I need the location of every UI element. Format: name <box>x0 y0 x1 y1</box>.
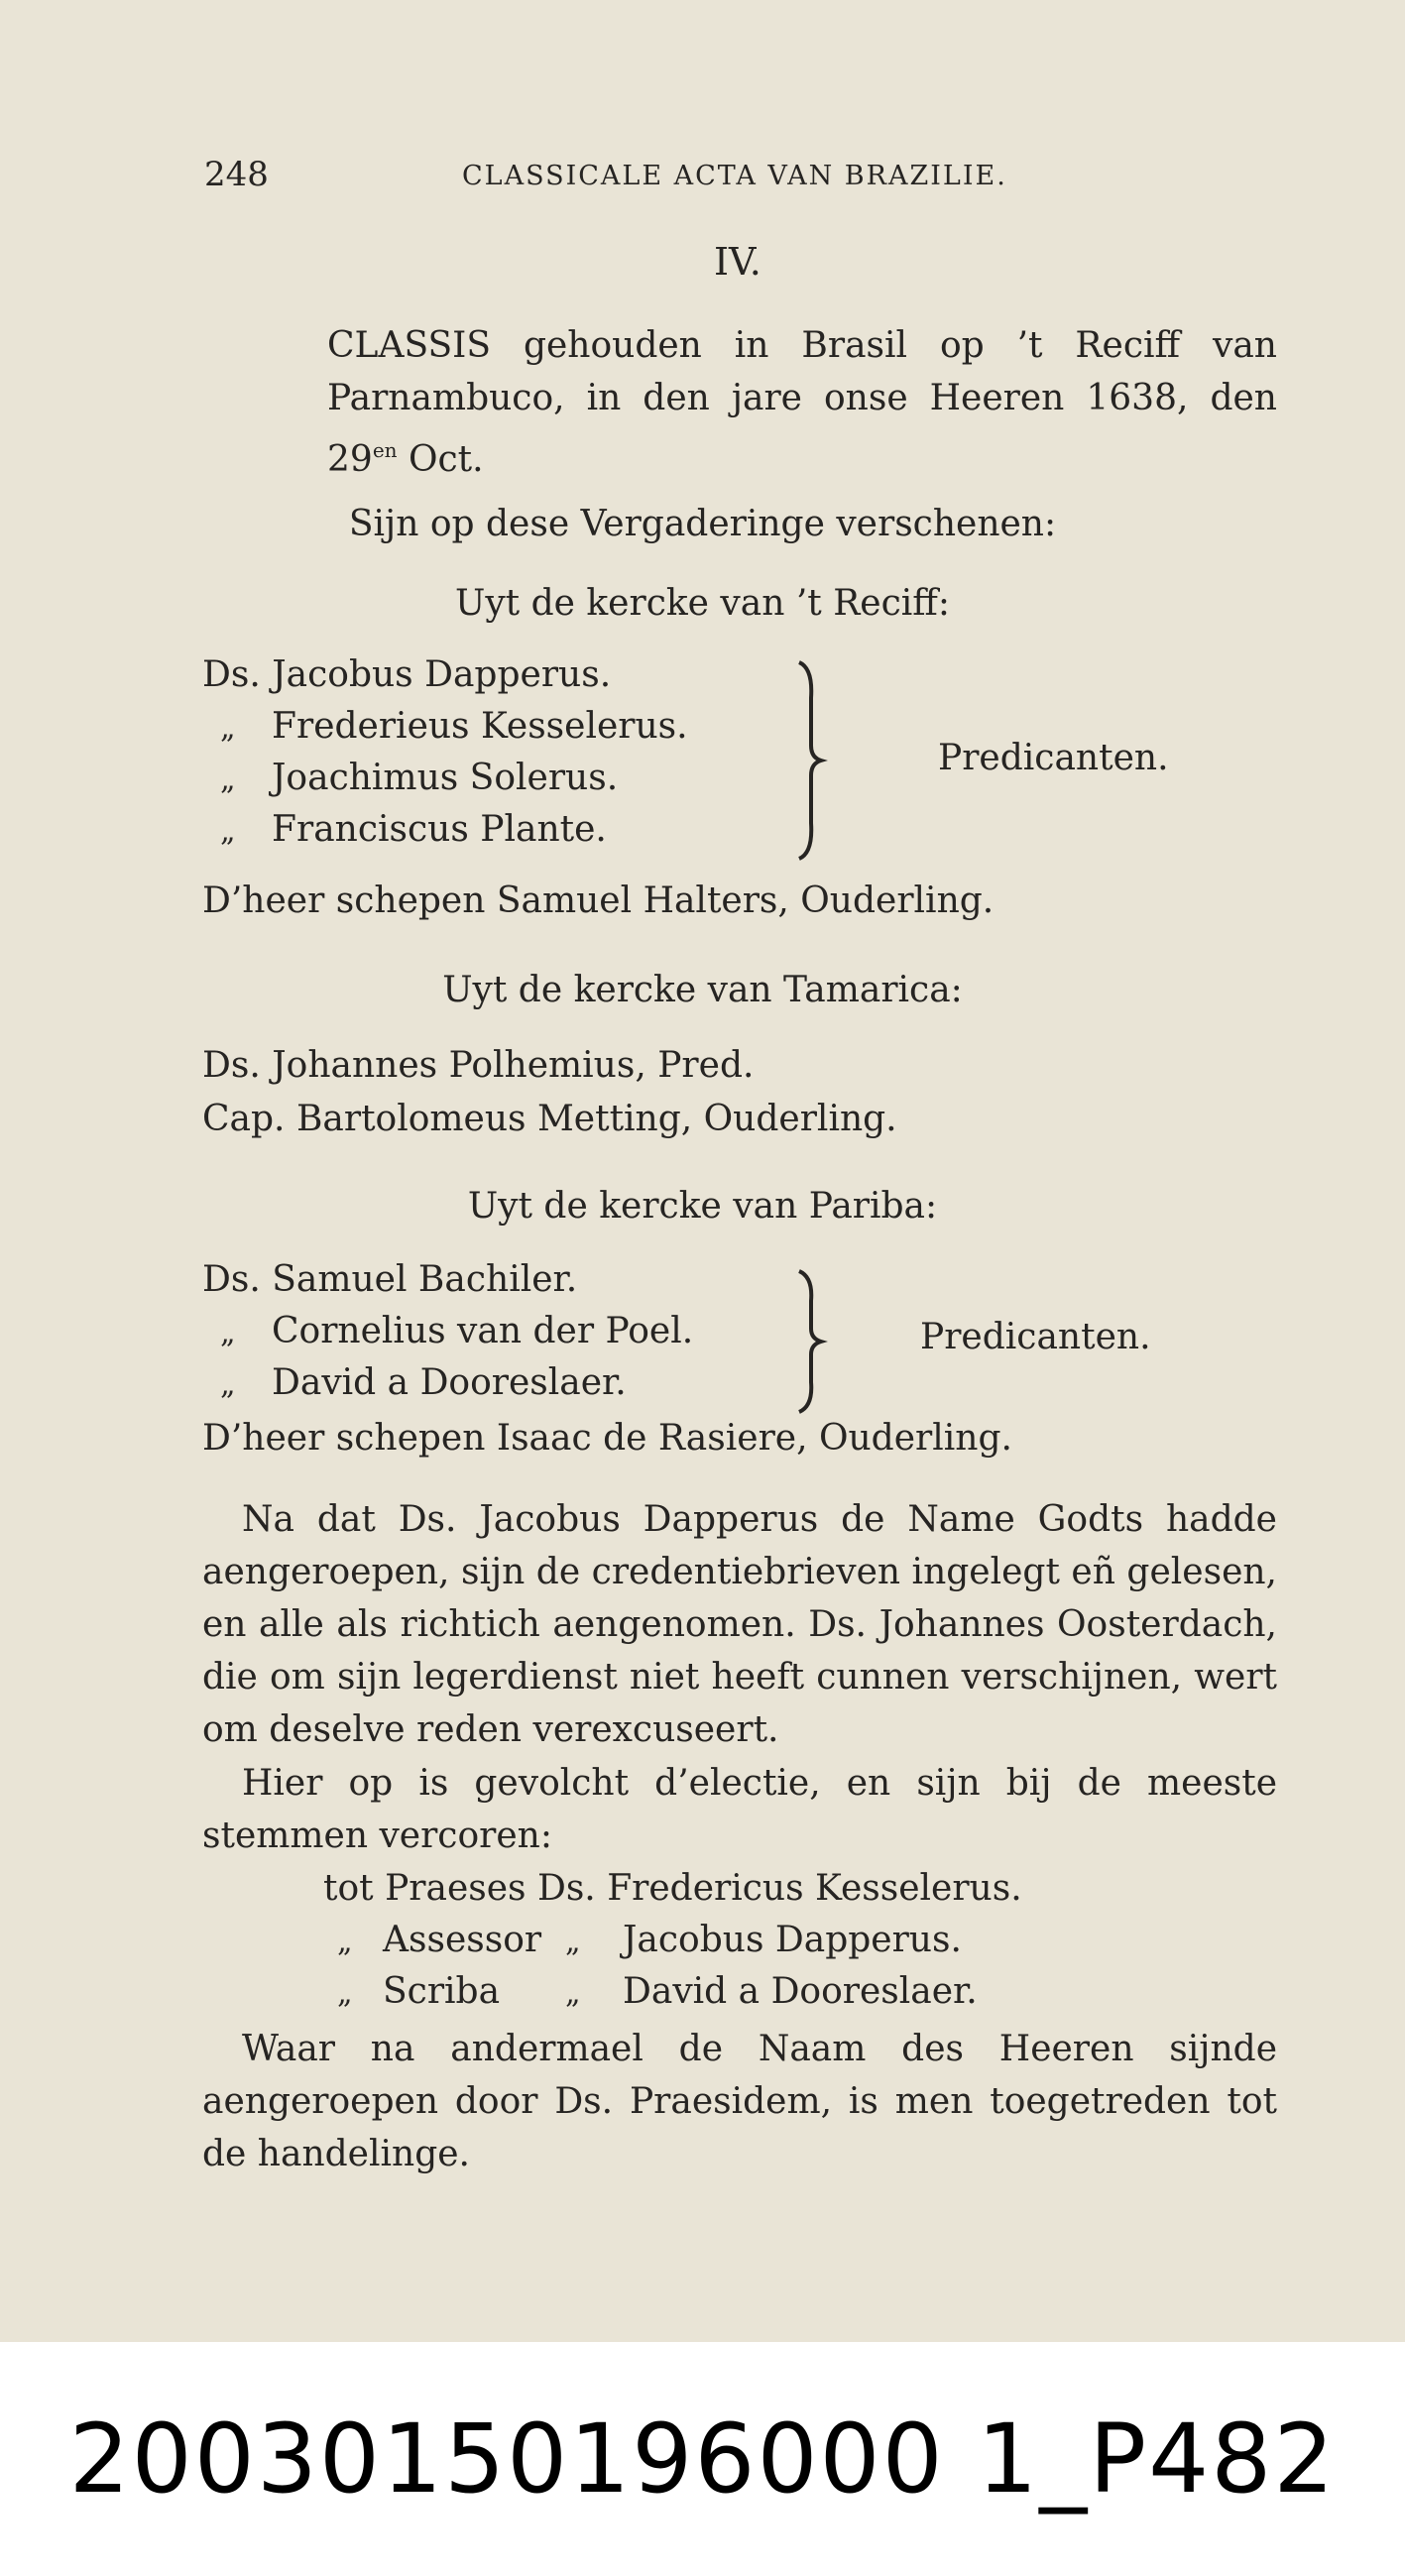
election-row <box>337 1920 962 1960</box>
name-text: David a Dooreslaer. <box>272 1362 627 1403</box>
ditto-mark: „ <box>220 814 236 849</box>
name-text: Frederieus Kesselerus. <box>272 706 688 747</box>
name-line <box>220 1311 693 1351</box>
election-mark: „ <box>565 1925 581 1959</box>
page-number: 248 <box>204 155 269 194</box>
election-row <box>337 1971 978 2012</box>
ditto-mark: „ <box>220 1316 236 1350</box>
name-line: Ds. Samuel Bachiler. <box>202 1259 578 1300</box>
paragraph-closing: Waar na andermael de Naam des Heeren sijnde aengeroepen door Ds. Praesidem, is men toegetreden tot de handelinge. <box>202 2029 1277 2174</box>
election-prefix: „ <box>337 1976 353 2011</box>
brace-label-pariba: Predicanten. <box>920 1317 1151 1357</box>
tamarica-line: Cap. Bartolomeus Metting, Ouderling. <box>202 1099 897 1139</box>
paragraph-credentials: Na dat Ds. Jacobus Dapperus de Name Godts hadde aengeroepen, sijn de credentiebrieven ingelegt eñ gelesen, en alle als richtich aengenomen. Ds. Johannes Oosterdach, die om sijn legerdienst niet heeft cunnen verschijnen, wert om deselve reden verexcuseert. <box>202 1499 1277 1750</box>
classis-intro <box>327 319 1277 486</box>
intro-superscript: en <box>372 438 398 462</box>
intro-text: CLASSIS gehouden in Brasil op ’t Reciff van Parnambuco, in den jare onse Heeren 1638, den 29 <box>327 325 1277 480</box>
name-line <box>220 1362 627 1403</box>
name-line <box>220 809 607 850</box>
brace-reciff <box>789 658 829 863</box>
section-number: IV. <box>714 240 761 284</box>
election-name: Jacobus Dapperus. <box>623 1920 962 1960</box>
ditto-mark: „ <box>220 1367 236 1402</box>
group-heading-reciff: Uyt de kercke van ’t Reciff: <box>454 583 950 624</box>
paragraph-election: Hier op is gevolcht d’electie, en sijn bij de meeste stemmen vercoren: <box>202 1763 1277 1856</box>
election-role: Scriba <box>383 1971 501 2012</box>
brace-pariba <box>789 1267 829 1416</box>
name-text: Franciscus Plante. <box>272 809 607 850</box>
brace-label-reciff: Predicanten. <box>938 738 1169 778</box>
elder-line-pariba: D’heer schepen Isaac de Rasiere, Ouderling. <box>202 1418 1012 1459</box>
group-heading-pariba: Uyt de kercke van Pariba: <box>467 1186 938 1227</box>
election-prefix: tot <box>323 1868 374 1909</box>
election-name: David a Dooreslaer. <box>623 1971 978 2012</box>
present-heading: Sijn op dese Vergaderinge verschenen: <box>348 504 1057 544</box>
scan-id-label: 20030150196000 1_P482 <box>0 2342 1405 2576</box>
name-line: Ds. Jacobus Dapperus. <box>202 654 612 695</box>
election-row <box>323 1868 1022 1909</box>
name-text: Cornelius van der Poel. <box>272 1311 694 1351</box>
running-title: CLASSICALE ACTA VAN BRAZILIE. <box>462 161 1007 191</box>
group-heading-tamarica: Uyt de kercke van Tamarica: <box>442 970 963 1010</box>
election-role: Assessor <box>383 1920 542 1960</box>
name-line <box>220 706 688 747</box>
election-role: Praeses <box>385 1868 527 1909</box>
name-text: Joachimus Solerus. <box>272 758 619 798</box>
election-mark: „ <box>565 1976 581 2011</box>
election-prefix: „ <box>337 1925 353 1959</box>
ditto-mark: „ <box>220 762 236 797</box>
ditto-mark: „ <box>220 711 236 746</box>
election-name: Ds. Fredericus Kesselerus. <box>536 1868 1022 1909</box>
elder-line-reciff: D’heer schepen Samuel Halters, Ouderling. <box>202 880 995 921</box>
tamarica-line: Ds. Johannes Polhemius, Pred. <box>202 1045 755 1086</box>
intro-tail: Oct. <box>397 439 484 480</box>
name-line <box>220 758 618 798</box>
